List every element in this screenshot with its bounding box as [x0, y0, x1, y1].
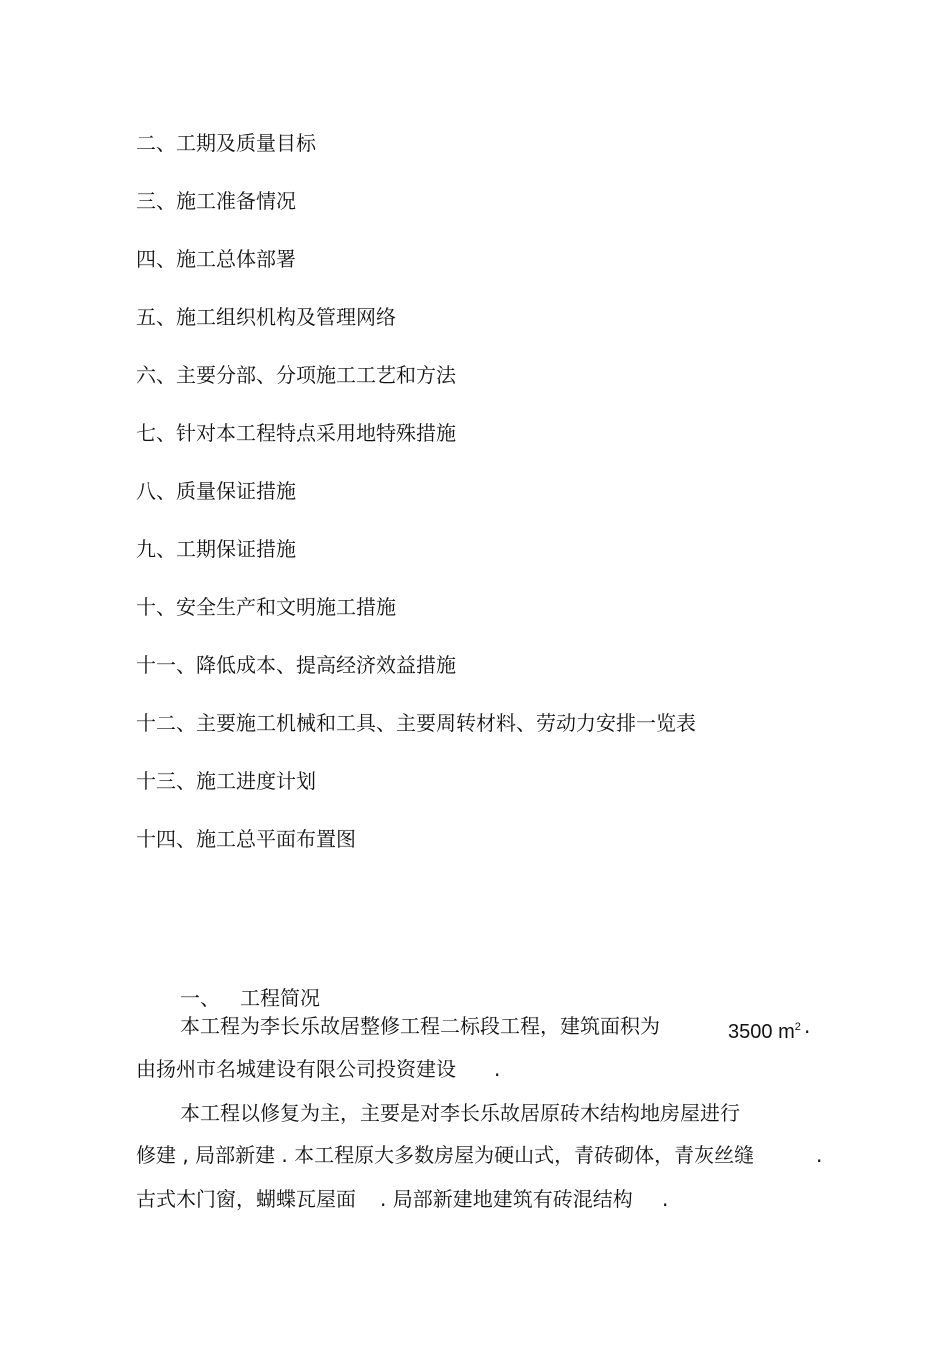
toc-item: 十四、施工总平面布置图: [136, 827, 356, 851]
toc-item: 四、施工总体部署: [136, 247, 296, 271]
toc-item: 十、安全生产和文明施工措施: [136, 595, 396, 619]
section-title: 工程简况: [240, 986, 320, 1010]
toc-item: 八、质量保证措施: [136, 479, 296, 503]
sentence-end: .: [816, 1143, 823, 1167]
paragraph-text: 古式木门窗，蝴蝶瓦屋面: [136, 1187, 356, 1211]
toc-item: 十二、主要施工机械和工具、主要周转材料、劳动力安排一览表: [136, 711, 696, 735]
paragraph-text: 本工程以修复为主，主要是对李长乐故居原砖木结构地房屋进行: [180, 1101, 740, 1125]
sentence-end: .: [662, 1187, 669, 1211]
toc-item: 十一、降低成本、提高经济效益措施: [136, 653, 456, 677]
toc-item: 七、针对本工程特点采用地特殊措施: [136, 421, 456, 445]
section-number: 一、: [180, 986, 220, 1010]
paragraph-text: . 局部新建地建筑有砖混结构: [380, 1187, 633, 1211]
toc-item: 六、主要分部、分项施工工艺和方法: [136, 363, 456, 387]
toc-item: 五、施工组织机构及管理网络: [136, 305, 396, 329]
area-value: 3500 $m^2$: [728, 1021, 801, 1043]
toc-item: 十三、施工进度计划: [136, 769, 316, 793]
toc-item: 九、工期保证措施: [136, 537, 296, 561]
sentence-end: .: [804, 1014, 811, 1038]
sentence-end: .: [494, 1057, 501, 1081]
paragraph-text: 由扬州市名城建设有限公司投资建设: [136, 1057, 456, 1081]
toc-item: 二、工期及质量目标: [136, 131, 316, 155]
paragraph-text: 本工程为李长乐故居整修工程二标段工程，建筑面积为: [180, 1014, 660, 1038]
paragraph-text: 修建 , 局部新建 . 本工程原大多数房屋为硬山式，青砖砌体，青灰丝缝: [136, 1143, 755, 1167]
toc-item: 三、施工准备情况: [136, 189, 296, 213]
